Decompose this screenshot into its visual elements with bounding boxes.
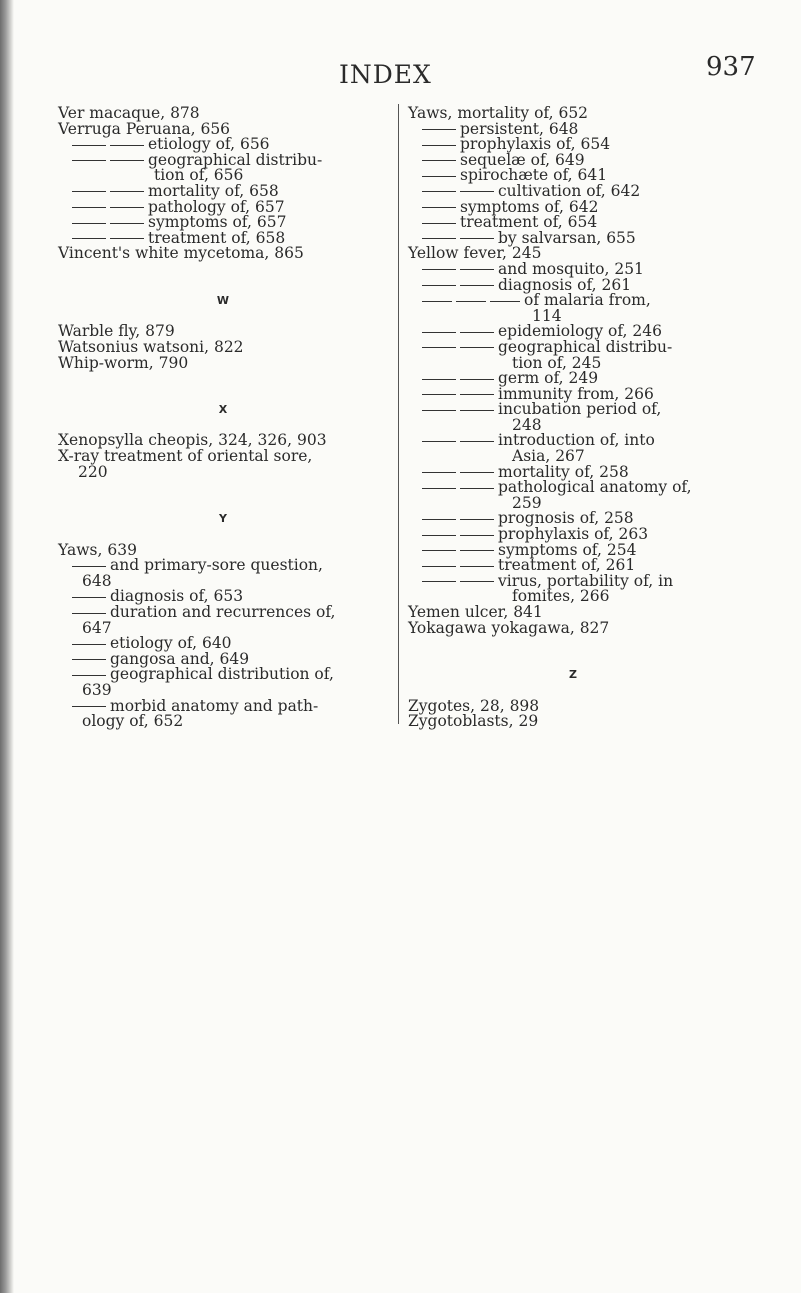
entry-text: geographical distribution of,	[110, 665, 334, 684]
spacer	[58, 387, 388, 403]
entry-text: prophylaxis of, 263	[498, 525, 649, 544]
ditto-dash	[460, 410, 494, 411]
entry-text: Yaws, mortality of, 652	[408, 104, 589, 122]
entry-text: fomites, 266	[512, 587, 610, 606]
entry-text: and mosquito, 251	[498, 259, 644, 278]
entry-text: 220	[78, 462, 108, 481]
ditto-dash	[422, 191, 456, 192]
ditto-dash	[72, 566, 106, 567]
ditto-dash	[422, 223, 456, 224]
index-entry	[408, 618, 738, 637]
ditto-dash	[490, 301, 520, 302]
entry-text: ology of, 652	[82, 712, 184, 731]
ditto-dash	[422, 207, 456, 208]
entry-text: gangosa and, 649	[110, 649, 250, 668]
entry-text: introduction of, into	[498, 431, 655, 450]
page-title: INDEX	[339, 60, 432, 89]
spacer	[58, 480, 388, 496]
entry-text: tion of, 656	[154, 166, 244, 185]
ditto-dash	[422, 379, 456, 380]
entry-text: by salvarsan, 655	[498, 228, 636, 247]
entry-text: and primary-sore question,	[110, 556, 323, 575]
entry-text: of malaria from,	[524, 291, 651, 310]
spacer	[58, 371, 388, 387]
ditto-dash	[72, 223, 106, 224]
entry-text: X-ray treatment of oriental sore,	[58, 447, 313, 466]
entry-text: 647	[82, 618, 112, 637]
entry-text: Yemen ulcer, 841	[408, 603, 543, 621]
entry-text: geographical distribu-	[148, 150, 323, 169]
ditto-dash	[460, 238, 494, 239]
entry-text: 639	[82, 680, 112, 699]
index-entry	[408, 714, 738, 730]
entry-text: symptoms of, 642	[460, 197, 599, 216]
ditto-dash	[72, 706, 106, 707]
entry-text: treatment of, 658	[148, 228, 286, 247]
entry-text: Yokagawa yokagawa, 827	[408, 618, 610, 637]
entry-text: Xenopsylla cheopis, 324, 326, 903	[58, 431, 327, 450]
section-letter: Y	[219, 512, 227, 526]
section-letter: X	[218, 403, 228, 417]
entry-text: germ of, 249	[498, 369, 599, 388]
ditto-dashes	[422, 400, 498, 418]
ditto-dash	[422, 441, 456, 442]
spacer	[408, 652, 738, 668]
entry-text: morbid anatomy and path-	[110, 696, 319, 715]
section-letter: W	[216, 294, 230, 308]
ditto-dash	[422, 519, 456, 520]
ditto-dash	[72, 160, 106, 161]
entry-text: incubation period of,	[498, 400, 662, 419]
ditto-dash	[110, 207, 144, 208]
entry-text: 648	[82, 571, 112, 590]
ditto-dash	[422, 145, 456, 146]
ditto-dash	[456, 301, 486, 302]
index-subentry	[408, 402, 738, 418]
entry-text: Verruga Peruana, 656	[58, 119, 231, 138]
entry-text: sequelæ of, 649	[460, 150, 585, 169]
entry-text: mortality of, 658	[148, 181, 279, 200]
ditto-dash	[460, 581, 494, 582]
ditto-dash	[460, 550, 494, 551]
page-number: 937	[706, 52, 756, 82]
ditto-dash	[72, 238, 106, 239]
entry-text: mortality of, 258	[498, 462, 629, 481]
entry-text: immunity from, 266	[498, 384, 654, 403]
ditto-dash	[422, 301, 452, 302]
entry-text: Warble fly, 879	[58, 322, 175, 341]
ditto-dash	[72, 207, 106, 208]
entry-text: treatment of, 654	[460, 213, 598, 232]
entry-text: pathological anatomy of,	[498, 478, 692, 497]
ditto-dash	[422, 566, 456, 567]
entry-text: Watsonius watsoni, 822	[58, 337, 244, 356]
ditto-dash	[460, 285, 494, 286]
page-header	[0, 52, 801, 100]
spacer	[58, 262, 388, 278]
entry-text: etiology of, 656	[148, 135, 270, 154]
ditto-dash	[422, 160, 456, 161]
section-letter: Z	[569, 668, 577, 682]
entry-text: symptoms of, 254	[498, 540, 637, 559]
index-subentry	[58, 714, 388, 730]
entry-text: 248	[512, 415, 542, 434]
entry-text: tion of, 245	[512, 353, 602, 372]
ditto-dash	[460, 519, 494, 520]
ditto-dash	[422, 238, 456, 239]
ditto-dashes	[422, 431, 498, 449]
ditto-dash	[72, 644, 106, 645]
ditto-dashes	[422, 291, 524, 309]
ditto-dash	[110, 238, 144, 239]
entry-text: Yellow fever, 245	[408, 244, 542, 263]
ditto-dash	[460, 191, 494, 192]
ditto-dash	[110, 145, 144, 146]
column-divider	[398, 104, 399, 724]
ditto-dash	[460, 394, 494, 395]
index-subentry	[58, 462, 388, 481]
ditto-dash	[72, 613, 106, 614]
ditto-dash	[422, 488, 456, 489]
ditto-dash	[460, 269, 494, 270]
index-subentry	[408, 293, 738, 309]
entry-text: diagnosis of, 261	[498, 275, 632, 294]
entry-text: Zygotes, 28, 898	[408, 696, 540, 715]
entry-text: etiology of, 640	[110, 634, 232, 653]
entry-text: 259	[512, 493, 542, 512]
entry-text: virus, portability of, in	[498, 571, 674, 590]
ditto-dashes	[422, 572, 498, 590]
entry-text: persistent, 648	[460, 119, 579, 138]
ditto-dash	[422, 285, 456, 286]
ditto-dash	[460, 472, 494, 473]
entry-text: Yaws, 639	[58, 540, 137, 559]
ditto-dashes	[72, 151, 148, 169]
ditto-dash	[72, 597, 106, 598]
ditto-dash	[422, 332, 456, 333]
index-entry	[58, 353, 388, 372]
ditto-dash	[422, 550, 456, 551]
ditto-dash	[72, 659, 106, 660]
ditto-dash	[460, 488, 494, 489]
ditto-dash	[110, 191, 144, 192]
entry-text: epidemiology of, 246	[498, 322, 662, 341]
ditto-dash	[422, 394, 456, 395]
ditto-dash	[110, 223, 144, 224]
ditto-dash	[422, 472, 456, 473]
entry-text: Zygotoblasts, 29	[408, 712, 539, 731]
ditto-dash	[460, 441, 494, 442]
ditto-dash	[422, 347, 456, 348]
entry-text: Whip-worm, 790	[58, 353, 189, 372]
spacer	[58, 496, 388, 512]
ditto-dash	[460, 347, 494, 348]
entry-text: 114	[532, 306, 562, 325]
ditto-dash	[422, 410, 456, 411]
entry-text: geographical distribu-	[498, 337, 673, 356]
ditto-dash	[72, 145, 106, 146]
ditto-dash	[460, 332, 494, 333]
entry-text: prognosis of, 258	[498, 509, 634, 528]
ditto-dash	[460, 379, 494, 380]
ditto-dashes	[422, 338, 498, 356]
entry-text: treatment of, 261	[498, 556, 636, 575]
ditto-dash	[422, 129, 456, 130]
entry-text: Asia, 267	[512, 447, 585, 466]
entry-text: diagnosis of, 653	[110, 587, 244, 606]
entry-text: prophylaxis of, 654	[460, 135, 611, 154]
ditto-dash	[460, 535, 494, 536]
ditto-dash	[72, 675, 106, 676]
ditto-dash	[422, 269, 456, 270]
entry-text: Ver macaque, 878	[58, 104, 200, 122]
ditto-dash	[110, 160, 144, 161]
spacer	[58, 278, 388, 294]
entry-text: symptoms of, 657	[148, 213, 287, 232]
ditto-dash	[422, 581, 456, 582]
book-spine-shadow	[0, 0, 14, 1293]
index-subentry	[408, 480, 738, 496]
spacer	[408, 636, 738, 652]
index-column-right	[408, 106, 738, 730]
ditto-dash	[422, 535, 456, 536]
ditto-dash	[460, 566, 494, 567]
index-entry	[58, 246, 388, 262]
entry-text: duration and recurrences of,	[110, 603, 336, 621]
index-column-left	[58, 106, 388, 730]
entry-text: spirochæte of, 641	[460, 166, 608, 185]
entry-text: Vincent's white mycetoma, 865	[58, 244, 304, 263]
entry-text: cultivation of, 642	[498, 181, 641, 200]
ditto-dash	[72, 191, 106, 192]
ditto-dashes	[422, 478, 498, 496]
entry-text: pathology of, 657	[148, 197, 285, 216]
ditto-dash	[422, 176, 456, 177]
